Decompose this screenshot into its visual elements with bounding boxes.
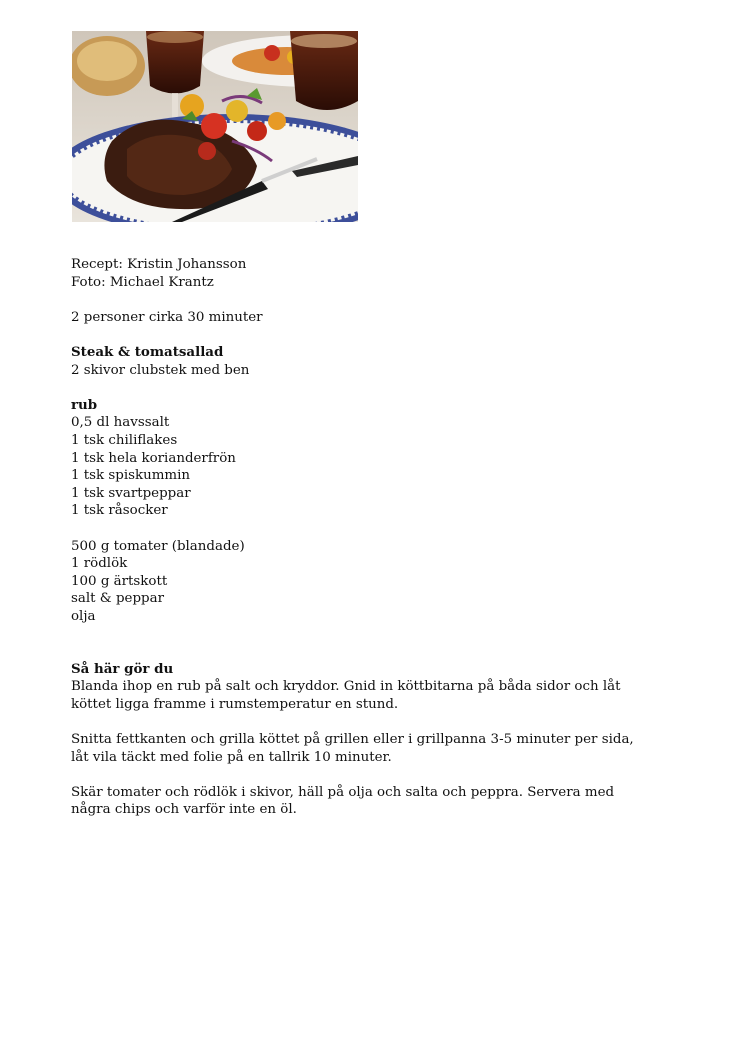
recipe-photo xyxy=(72,31,358,222)
ingredient-item: 500 g tomater (blandade) xyxy=(71,538,245,554)
method-step-line: Blanda ihop en rub på salt och kryddor. Gnid in köttbitarna på båda sidor och låt xyxy=(71,679,621,695)
recipe-text xyxy=(71,256,681,819)
method-step-line: några chips och varför inte en öl. xyxy=(71,802,297,818)
method-step-line: Skär tomater och rödlök i skivor, häll på olja och salta och peppra. Servera med xyxy=(71,784,615,800)
method-step-line: låt vila täckt med folie på en tallrik 10 minuter. xyxy=(71,749,392,765)
method-heading: Så här gör du xyxy=(71,660,174,677)
ingredient-item: 1 tsk svartpeppar xyxy=(71,485,191,501)
photo-credit: Foto: Michael Krantz xyxy=(71,274,214,290)
method-step-line: köttet ligga framme i rumstemperatur en stund. xyxy=(71,696,399,712)
servings-info: 2 personer cirka 30 minuter xyxy=(71,309,263,325)
rub-heading: rub xyxy=(71,396,98,413)
ingredient-item: 2 skivor clubstek med ben xyxy=(71,362,250,378)
ingredient-item: 1 rödlök xyxy=(71,556,128,572)
ingredient-item: 100 g ärtskott xyxy=(71,573,168,589)
ingredient-item: 1 tsk hela korianderfrön xyxy=(71,450,236,466)
steak-heading: Steak & tomatsallad xyxy=(71,343,224,360)
ingredient-item: 1 tsk chiliflakes xyxy=(71,432,178,448)
recipe-credit: Recept: Kristin Johansson xyxy=(71,257,247,272)
ingredient-item: olja xyxy=(71,608,96,624)
ingredient-item: salt & peppar xyxy=(71,591,164,607)
ingredient-item: 1 tsk spiskummin xyxy=(71,468,191,484)
ingredient-item: 0,5 dl havssalt xyxy=(71,415,170,431)
ingredient-item: 1 tsk råsocker xyxy=(71,503,168,519)
method-step-line: Snitta fettkanten och grilla köttet på grillen eller i grillpanna 3-5 minuter per sida, xyxy=(71,732,634,748)
